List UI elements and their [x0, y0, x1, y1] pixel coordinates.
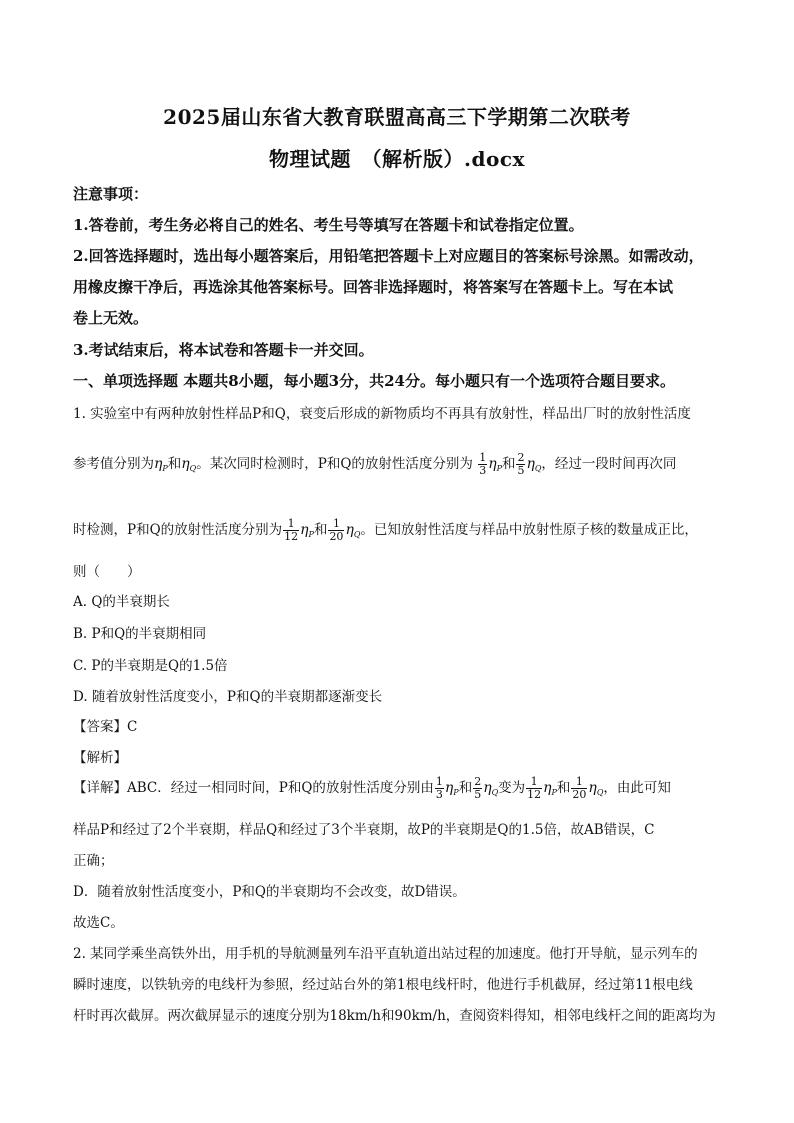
document-subtitle: 物理试题 （解析版）.docx	[269, 147, 525, 171]
notice-item-1: 1.答卷前，考生务必将自己的姓名、考生号等填写在答题卡和试卷指定位置。	[73, 216, 584, 234]
q1-line-1: 1. 实验室中有两种放射性样品P和Q，衰变后形成的新物质均不再具有放射性，样品出厂时的放射性活度	[73, 406, 691, 422]
q2-line-2: 瞬时速度，以铁轨旁的电线杆为参照，经过站台外的第1根电线杆时，他进行手机截屏，经过第11根电线	[73, 977, 693, 993]
detail-line-4: D．随着放射性活度变小，P和Q的半衰期均不会改变，故D错误。	[73, 884, 466, 900]
detail-line-2: 样品P和经过了2个半衰期，样品Q和经过了3个半衰期，故P的半衰期是Q的1.5倍，故AB错误，C	[73, 822, 655, 838]
q2-line-3: 杆时再次截屏。两次截屏显示的速度分别为18km/h和90km/h，查阅资料得知，相邻电线杆之间的距离均为	[73, 1008, 716, 1024]
option-c: C. P的半衰期是Q的1.5倍	[73, 658, 228, 674]
detail-line-1: 【详解】ABC．经过一相同时间，P和Q的放射性活度分别由 $\frac{1}{3}$ $\eta_P$和 $\frac{2}{5}$ $\eta_Q$变为 $\frac{1}{12}$ $\eta_P$和 $\frac{1}{20}$ $\eta_Q$，由此可知	[73, 775, 671, 801]
notice-item-2b: 用橡皮擦干净后，再选涂其他答案标号。回答非选择题时，将答案写在答题卡上。写在本试	[73, 278, 674, 296]
notice-heading: 注意事项：	[73, 185, 149, 203]
answer-label: 【答案】	[73, 719, 127, 735]
analysis-label: 【解析】	[73, 750, 127, 766]
answer-value: C	[127, 719, 138, 735]
answer-line	[73, 715, 723, 735]
detail-line-5: 故选C。	[73, 915, 124, 931]
notice-item-3: 3.考试结束后，将本试卷和答题卡一并交回。	[73, 341, 374, 359]
fraction-1-12: $\frac{1}{12}$	[284, 517, 299, 543]
option-d: D. 随着放射性活度变小，P和Q的半衰期都逐渐变长	[73, 689, 383, 705]
eta-q: $\eta_Q$	[181, 456, 197, 473]
detail-line-3: 正确；	[73, 853, 114, 869]
eta-p: $\eta_P$	[154, 456, 168, 473]
option-b: B. P和Q的半衰期相同	[73, 626, 207, 642]
fraction-1-20: $\frac{1}{20}$	[329, 517, 344, 543]
document-title: 2025届山东省大教育联盟高高三下学期第二次联考	[163, 105, 631, 129]
notice-item-2a: 2.回答选择题时，选出每小题答案后，用铅笔把答题卡上对应题目的答案标号涂黑。如需改动，	[73, 247, 704, 265]
q2-line-1: 2. 某同学乘坐高铁外出，用手机的导航测量列车沿平直轨道出站过程的加速度。他打开导航，显示列车的	[73, 946, 698, 962]
notice-item-2c: 卷上无效。	[73, 309, 149, 327]
fraction-2-5: $\frac{2}{5}$	[517, 451, 525, 477]
section-heading: 一、单项选择题 本题共8小题，每小题3分，共24分。每小题只有一个选项符合题目要求。	[73, 372, 675, 390]
q1-line-3: 时检测，P和Q的放射性活度分别为 $\frac{1}{12}$ $\eta_P$和 $\frac{1}{20}$ $\eta_Q$。已知放射性活度与样品中放射性原子核的数量成正比，	[73, 517, 698, 543]
q1-line-4: 则（ ）	[73, 564, 141, 580]
fraction-1-3: $\frac{1}{3}$	[479, 451, 487, 477]
option-a: A. Q的半衰期长	[73, 594, 170, 610]
q1-line-2: 参考值分别为$\eta_P$和$\eta_Q$。某次同时检测时，P和Q的放射性活度分别为 $\frac{1}{3}$ $\eta_P$和 $\frac{2}{5}$ $\eta_Q$，经过一段时间再次同	[73, 451, 677, 477]
